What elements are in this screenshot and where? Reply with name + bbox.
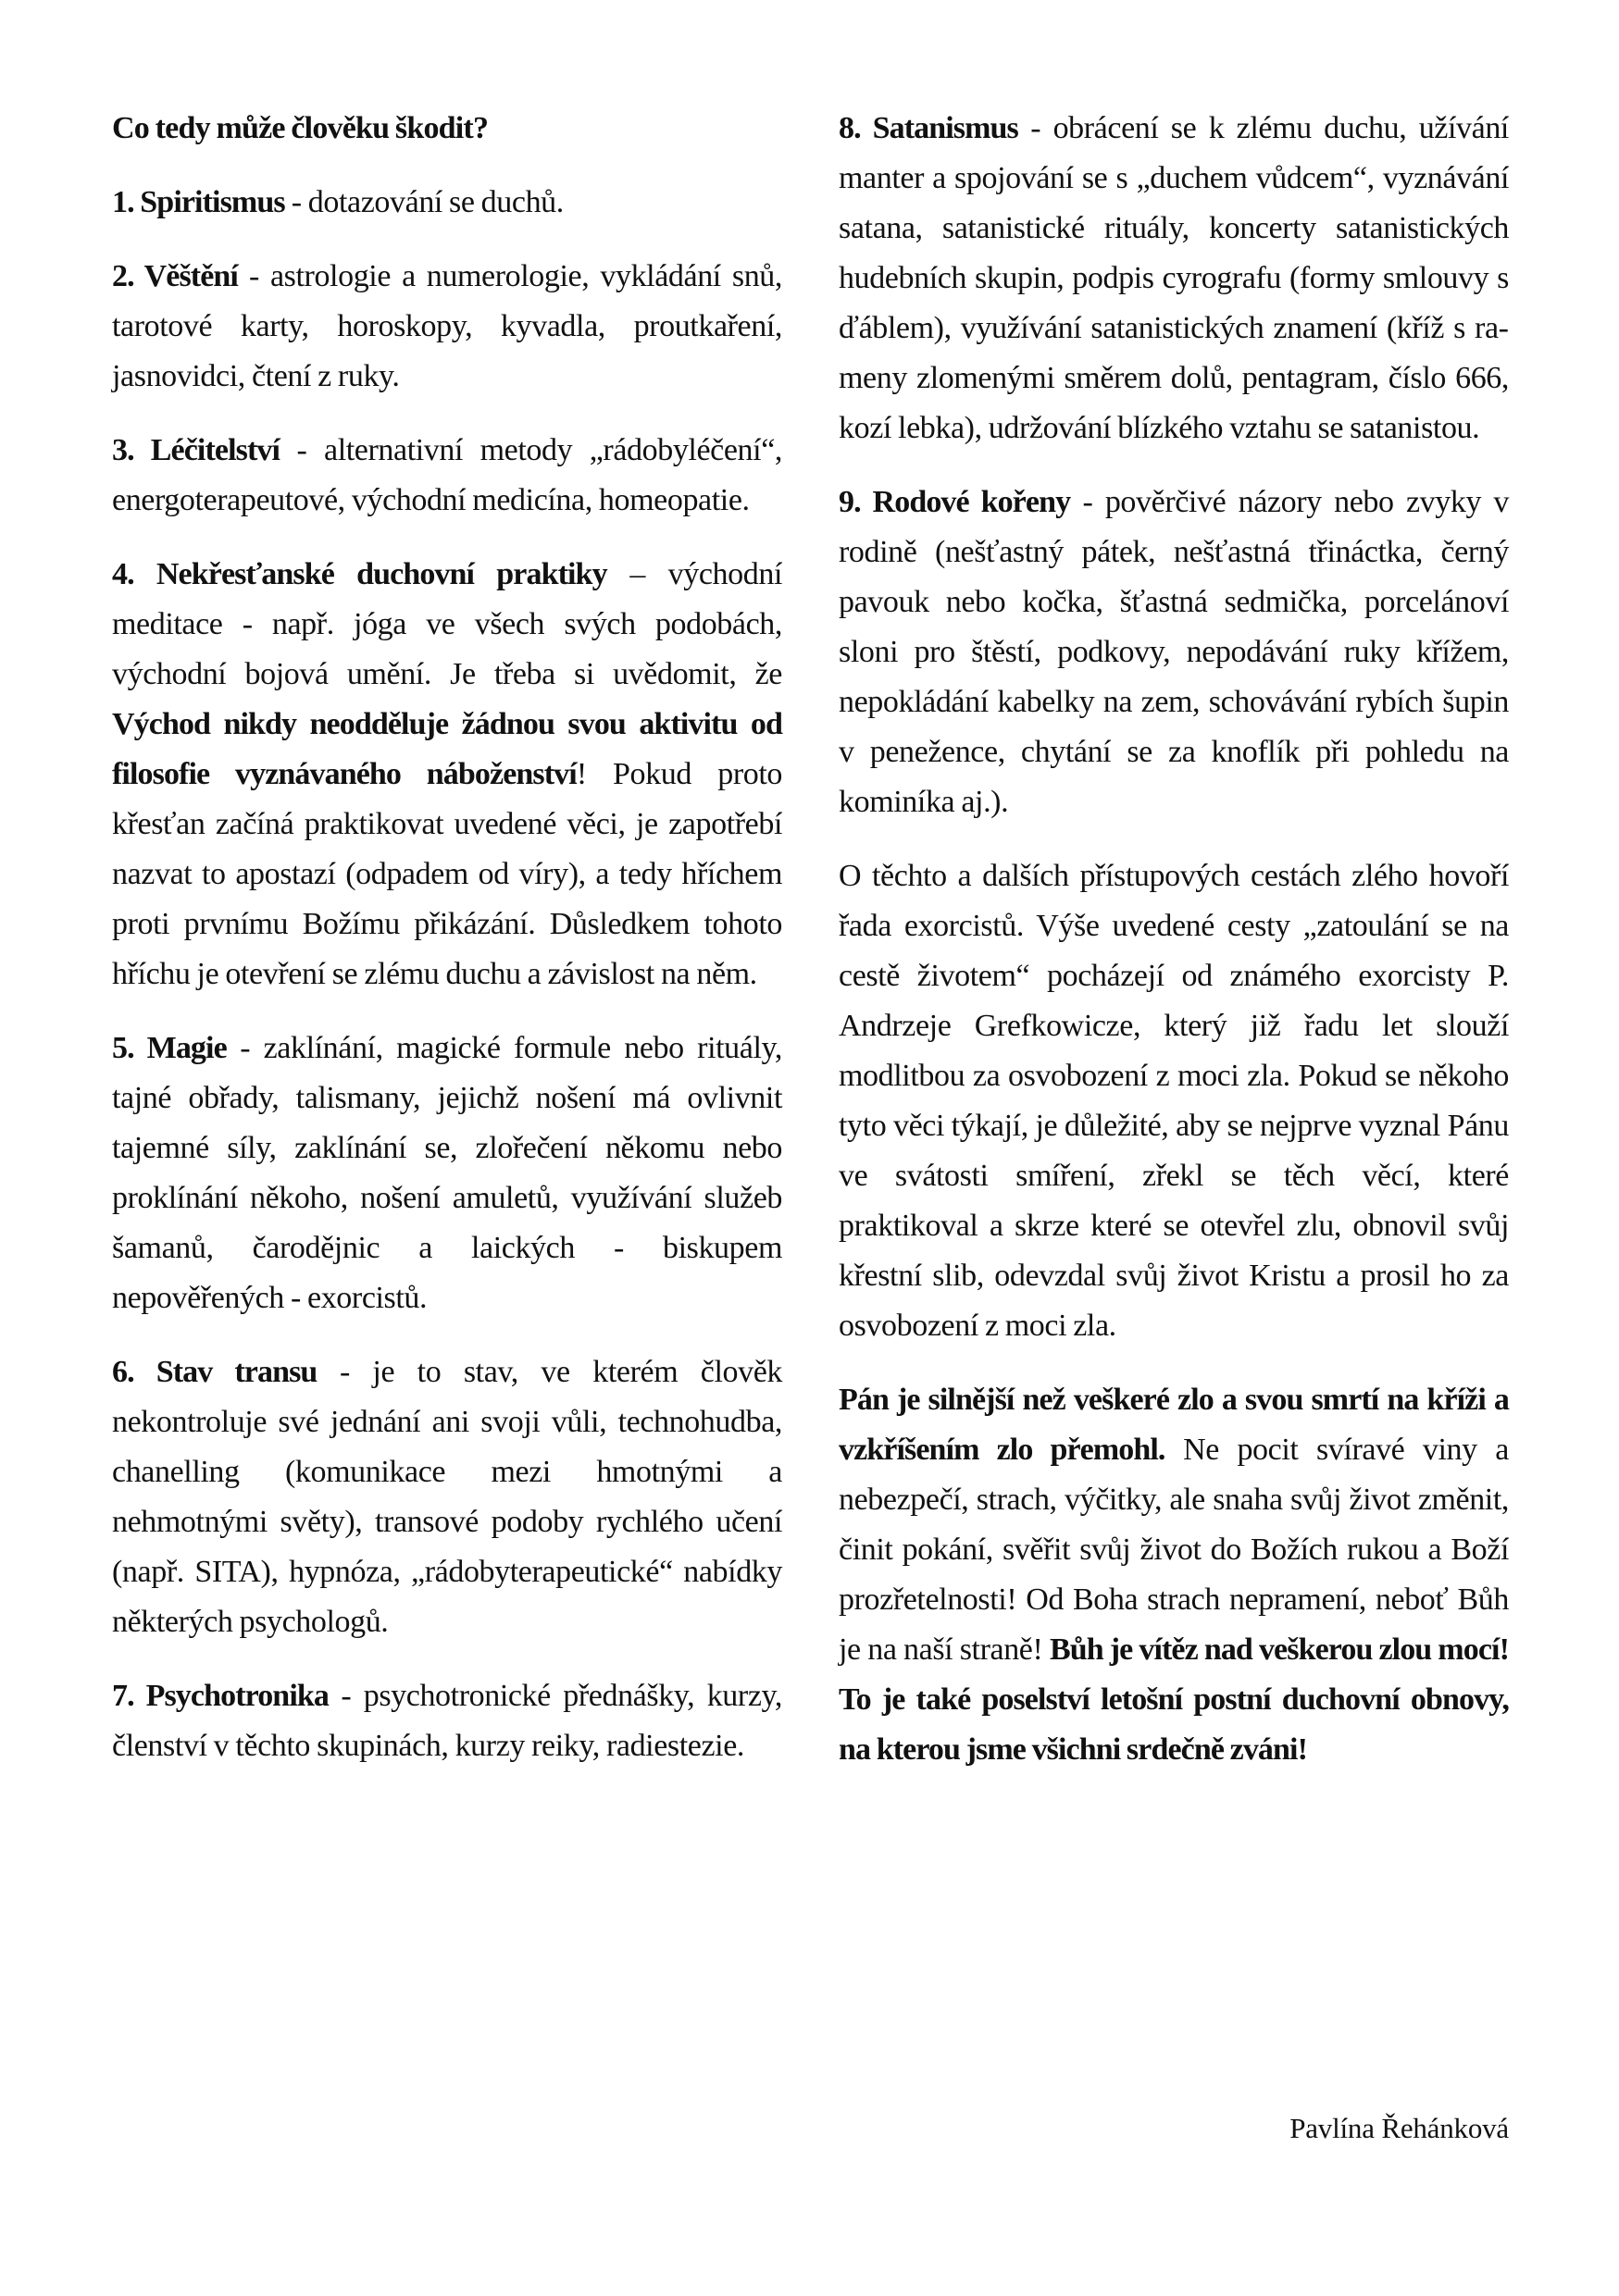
- item-text: - obrácení se k zlému duchu, užívání manter a spojování se s „duchem vůdcem“, vyznávání satana, satanistické rituály, koncerty satanistických hudebních skupin, podpis cyrografu (formy smlouvy s ďáblem), využívání satanistických znamení (kříž s rameny zlomenými směrem dolů, pentagram, číslo 666, kozí lebka), udržování blízkého vztahu se satanistou.: [839, 111, 1509, 445]
- item-text: - astrologie a numerologie, vykládání snů, tarotové karty, horoskopy, kyvadla, proutkaření, jasnovidci, čtení z ruky.: [112, 259, 783, 393]
- item-title: 4. Nekřesťanské duchovní praktiky: [112, 557, 607, 591]
- list-item-rodove-koreny: [839, 478, 1509, 827]
- paragraph-emphasis: Bůh je vítěz nad veškerou zlou mocí! To je také poselství letošní postní duchovní obnovy, na kterou jsme všichni srdečně zváni!: [839, 1632, 1509, 1767]
- section-heading: Co tedy může člověku škodit?: [112, 111, 489, 145]
- item-title: 6. Stav transu: [112, 1355, 318, 1389]
- item-text: - psychotronické přednášky, kurzy, členství v těchto skupinách, kurzy reiky, radiestezie.: [112, 1679, 782, 1763]
- list-item-vesteni: [112, 252, 782, 402]
- list-item-stav-transu: [112, 1347, 782, 1647]
- item-title: 7. Psychotronika: [112, 1679, 329, 1713]
- list-item-nekrestanske-praktiky: [112, 550, 782, 999]
- list-item-magie: [112, 1024, 782, 1323]
- list-item-psychotronika: [112, 1671, 782, 1771]
- author-signature: Pavlína Řehánková: [1289, 2112, 1509, 2144]
- item-title: 1. Spiritismus: [112, 185, 285, 219]
- right-column: [839, 104, 1509, 1799]
- item-title: 3. Léčitelství: [112, 433, 280, 467]
- item-emphasis: Východ nikdy neodděluje žádnou svou aktivitu od filosofie vyznávaného náboženství: [112, 707, 782, 791]
- list-item-spiritismus: [112, 178, 782, 228]
- paragraph-text: Ne pocit svíravé viny a nebezpečí, strach, výčitky, ale snaha svůj život změnit, činit pokání, svěřit svůj život do Božích rukou a Boží prozřetelnosti! Od Boha strach nepramení, neboť Bůh je na naší straně!: [839, 1433, 1509, 1667]
- item-text: - alternativní metody „rádobyléčení“, energoterapeutové, východní medicína, homeopatie.: [112, 433, 782, 517]
- item-text: - pověrčivé názory nebo zvyky v rodině (nešťastný pátek, nešťastná třináctka, černý pavouk nebo kočka, šťastná sedmička, porcelánoví sloni pro štěstí, podkovy, nepodávání ruky křížem, nepokládání kabelky na zem, schovávání rybích šupin v penežence, chytání se za knoflík při pohledu na kominíka aj.).: [839, 485, 1510, 819]
- item-title: 5. Magie: [112, 1031, 227, 1065]
- item-text: - zaklínání, magické formule nebo rituály, tajné obřady, talismany, jejichž nošení má ovlivnit tajemné síly, zaklínání se, zlořečení někomu nebo proklínání někoho, nošení amuletů, využívání služeb šamanů, čarodějnic a laických - biskupem nepověřených - exorcistů.: [112, 1031, 782, 1315]
- item-text: - je to stav, ve kterém člověk nekontroluje své jednání ani svoji vůli, technohudba, chanelling (komunikace mezi hmotnými a nehmotnými světy), transové podoby rychlého učení (např. SITA), hypnóza, „rádobyterapeutické“ nabídky některých psychologů.: [112, 1355, 782, 1639]
- body-paragraph-exorcists: [839, 851, 1509, 1351]
- body-paragraph-conclusion: [839, 1375, 1509, 1775]
- item-title: 8. Satanismus: [839, 111, 1018, 145]
- list-item-satanismus: [839, 104, 1509, 453]
- item-text: - dotazování se duchů.: [284, 185, 564, 219]
- list-item-lecitelstvi: [112, 426, 782, 526]
- item-text: ! Pokud proto křesťan začíná praktikovat uvedené věci, je zapotřebí nazvat to apostazí (odpadem od víry), a tedy hříchem proti prvnímu Božímu přikázání. Důsledkem tohoto hříchu je otevření se zlému duchu a závislost na něm.: [112, 757, 782, 991]
- item-title: 9. Rodové kořeny: [839, 485, 1071, 519]
- item-text: – východní meditace - např. jóga ve všech svých podobách, východní bojová umění. Je třeba si uvědomit, že: [112, 557, 782, 691]
- paragraph-emphasis: Pán je silnější než veškeré zlo a svou smrtí na kříži a vzkříšením zlo přemohl.: [839, 1383, 1509, 1467]
- paragraph-text: O těchto a dalších přístupových cestách zlého hovoří řada exorcistů. Výše uvedené cesty „zatoulání se na cestě životem“ pocházejí od známého exorcisty P. Andrzeje Grefkowicze, který již řadu let slouží modlitbou za osvobození z moci zla. Pokud se někoho tyto věci týkají, je důležité, aby se nejprve vyznal Pánu ve svátosti smíření, zřekl se těch věcí, které praktikoval a skrze které se otevřel zlu, obnovil svůj křestní slib, odevzdal svůj život Kristu a prosil ho za osvobození z moci zla.: [839, 859, 1509, 1343]
- item-title: 2. Věštění: [112, 259, 238, 293]
- left-column: [112, 104, 782, 1795]
